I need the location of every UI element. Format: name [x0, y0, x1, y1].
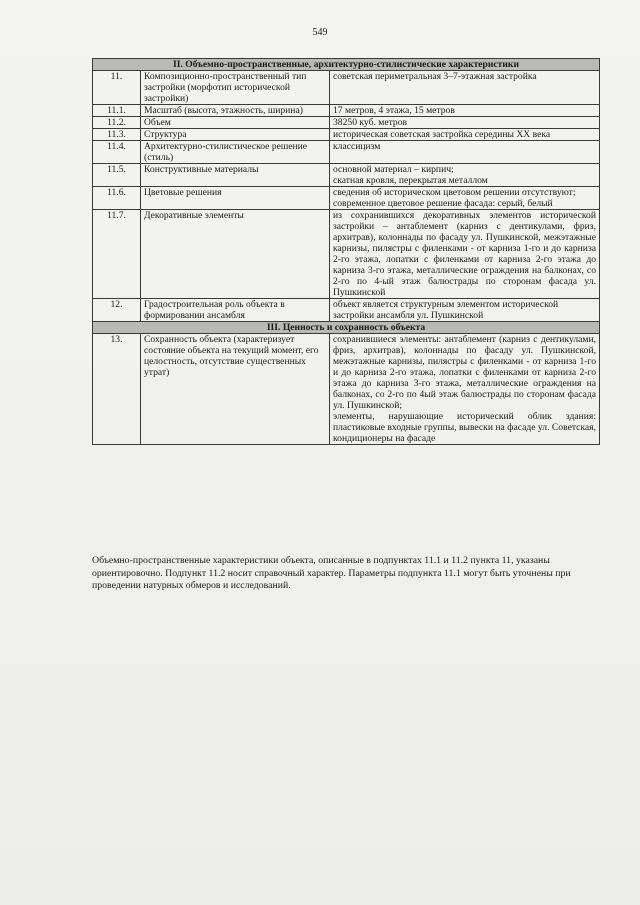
- row-value: [330, 334, 600, 445]
- row-value: [330, 299, 600, 322]
- table-row: [93, 299, 600, 322]
- table-row: [93, 71, 600, 105]
- row-value: [330, 141, 600, 164]
- section-title: III. Ценность и сохранность объекта: [93, 322, 600, 334]
- table-row: [93, 129, 600, 141]
- section-header-3: [93, 322, 600, 334]
- characteristics-table: [92, 58, 600, 445]
- row-number: 11.: [93, 71, 141, 105]
- value-line: историческая советская застройка середины XX века: [333, 129, 551, 140]
- value-line: советская периметральная 3–7-этажная застройка: [333, 71, 537, 82]
- row-number: 11.1.: [93, 105, 141, 117]
- row-value: [330, 164, 600, 187]
- row-value: [330, 105, 600, 117]
- table-row: [93, 187, 600, 210]
- section-header-2: [93, 59, 600, 71]
- value-line: классицизм: [333, 141, 381, 152]
- row-name: Композиционно-пространственный тип застройки (морфотип исторической застройки): [141, 71, 330, 105]
- value-line: основной материал – кирпич;: [333, 164, 454, 175]
- row-name: Конструктивные материалы: [141, 164, 330, 187]
- row-number: 12.: [93, 299, 141, 322]
- table-row: [93, 164, 600, 187]
- row-name: Архитектурно-стилистическое решение (стиль): [141, 141, 330, 164]
- row-value: [330, 187, 600, 210]
- value-line: 17 метров, 4 этажа, 15 метров: [333, 105, 455, 116]
- row-value: [330, 71, 600, 105]
- row-name: Сохранность объекта (характеризует состояние объекта на текущий момент, его целостность, отсутствие существенных утрат): [141, 334, 330, 445]
- row-value: [330, 210, 600, 299]
- row-name: Градостроительная роль объекта в формировании ансамбля: [141, 299, 330, 322]
- row-name: Структура: [141, 129, 330, 141]
- value-line: из сохранившихся декоративных элементов исторической застройки – антаблемент (карниз с дентикулами, фриз, архитрав), колоннады по фасаду ул. Пушкинской, межэтажные карнизы, пилястры с филенками - от карниза 1-го и до карниза 2-го этажа, лопатки с филенками от карниза 2-го этажа до карниза 3-го этажа, металлические ограждения на балконах, со 2-го по 4-ый этаж балюстрады по сторонам фасада ул. Пушкинской: [333, 210, 596, 298]
- page-number: 549: [312, 27, 328, 38]
- row-name: Масштаб (высота, этажность, ширина): [141, 105, 330, 117]
- row-number: 11.2.: [93, 117, 141, 129]
- section-title: II. Объемно-пространственные, архитектурно-стилистические характеристики: [93, 59, 600, 71]
- row-name: Декоративные элементы: [141, 210, 330, 299]
- row-number: 11.7.: [93, 210, 141, 299]
- row-value: [330, 117, 600, 129]
- row-name: Цветовые решения: [141, 187, 330, 210]
- value-line: современное цветовое решение фасада: серый, белый: [333, 198, 553, 209]
- value-line: объект является структурным элементом исторической застройки ансамбля ул. Пушкинской: [333, 299, 559, 321]
- table-row: [93, 210, 600, 299]
- row-name: Объем: [141, 117, 330, 129]
- value-line: элементы, нарушающие исторический облик здания: пластиковые входные группы, вывески на фасаде ул. Советская, кондиционеры на фасаде: [333, 411, 596, 444]
- value-line: сохранившиеся элементы: антаблемент (карниз с дентикулами, фриз, архитрав), колоннады по фасаду ул. Пушкинской, межэтажные карнизы, пилястры с филенками - от карниза 1-го и до карниза 2-го этажа, лопатки с филенками от карниза 2-го этажа до карниза 3-го этажа, металлические ограждения на балконах, со 2-го по 4ый этаж балюстрады по сторонам фасада ул. Пушкинской;: [333, 334, 596, 411]
- row-value: [330, 129, 600, 141]
- value-line: сведения об историческом цветовом решении отсутствуют;: [333, 187, 576, 198]
- table-row: [93, 334, 600, 445]
- row-number: 11.6.: [93, 187, 141, 210]
- footnote-paragraph: Объемно-пространственные характеристики объекта, описанные в подпунктах 11.1 и 11.2 пункта 11, указаны ориентировочно. Подпункт 11.2 носит справочный характер. Параметры подпункта 11.1 могут быть уточнены при проведении натурных обмеров и исследований.: [92, 555, 571, 591]
- row-number: 13.: [93, 334, 141, 445]
- row-number: 11.4.: [93, 141, 141, 164]
- value-line: 38250 куб. метров: [333, 117, 408, 128]
- row-number: 11.3.: [93, 129, 141, 141]
- table-row: [93, 141, 600, 164]
- value-line: скатная кровля, перекрытая металлом: [333, 175, 488, 186]
- row-number: 11.5.: [93, 164, 141, 187]
- table-row: [93, 117, 600, 129]
- table-row: [93, 105, 600, 117]
